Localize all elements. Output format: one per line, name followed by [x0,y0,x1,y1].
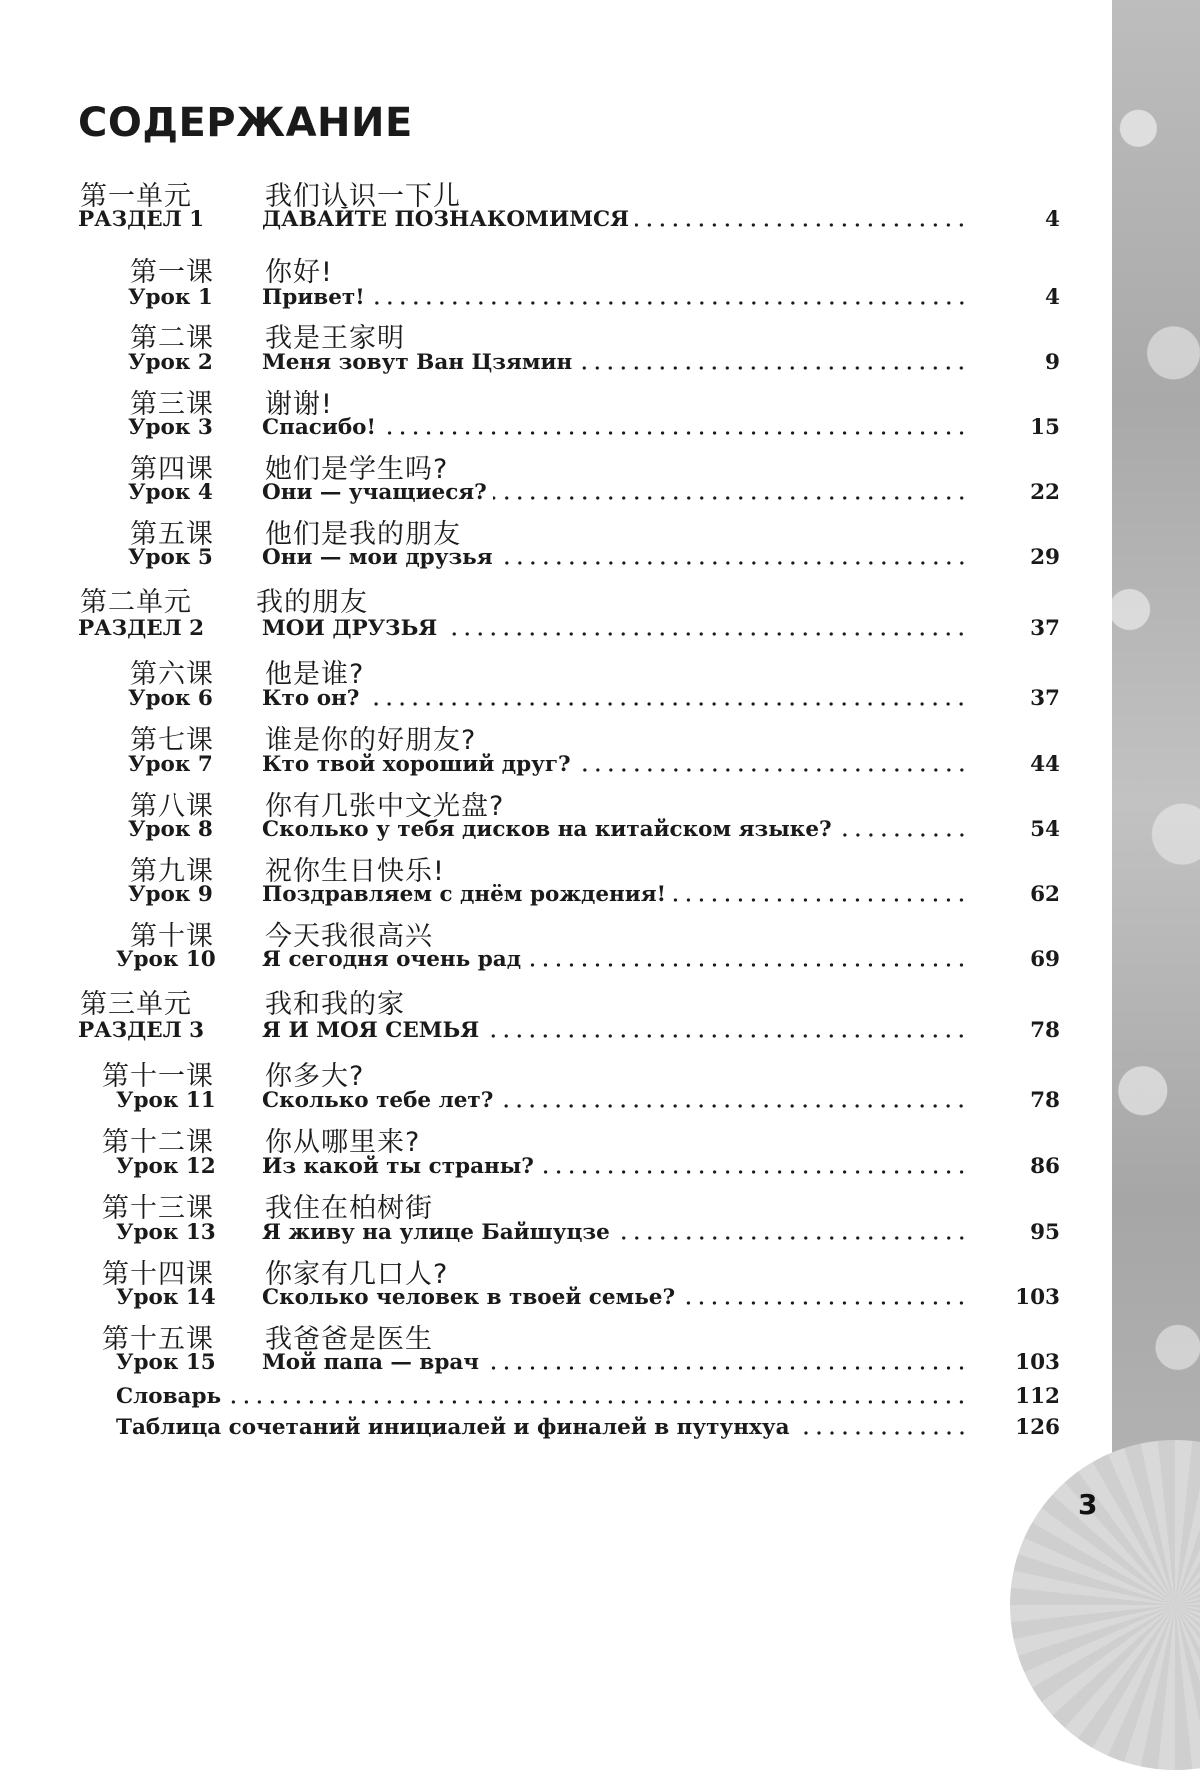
toc-title: Спасибо! [262,415,376,440]
toc-label: 第一课 [130,257,214,288]
toc-label: 第四课 [130,454,214,485]
toc-label: 第十五课 [102,1324,214,1355]
toc-chinese-heading [0,1315,1060,1355]
toc-label: Урок 10 [116,947,216,972]
toc-label: Урок 2 [128,350,213,375]
toc-leader-dots [443,632,968,636]
toc-title: 你家有几口人? [265,1259,449,1290]
toc-leader-dots [371,301,968,305]
toc-label: 第六课 [130,659,214,690]
toc-chinese-heading [0,314,1060,354]
toc-chinese-heading [0,912,1060,952]
toc-chinese-heading [0,1052,1060,1092]
toc-page-number: 44 [1030,752,1060,777]
toc-title: 祝你生日快乐! [265,856,445,887]
toc-label: Урок 8 [128,817,213,842]
toc-chinese-heading [0,445,1060,485]
toc-title: 谢谢! [265,389,333,420]
toc-page-number: 37 [1030,686,1060,711]
toc-entry [0,1218,1060,1252]
toc-page-number: 54 [1030,817,1060,842]
toc-entry [0,413,1060,447]
toc-label: 第八课 [130,791,214,822]
toc-label: 第一单元 [80,181,192,212]
toc-leader-dots [540,1170,968,1174]
toc-leader-dots [485,1034,968,1038]
toc-page-number: 78 [1030,1088,1060,1113]
toc-leader-dots [838,833,968,837]
toc-page-number: 103 [1015,1285,1060,1310]
toc-label: 第十四课 [102,1259,214,1290]
toc-chinese-heading [0,172,1060,212]
toc-leader-dots [672,898,968,902]
toc-leader-dots [227,1400,968,1404]
toc-entry [0,815,1060,849]
toc-label: Урок 6 [128,686,213,711]
toc-title: Словарь [116,1384,222,1409]
toc-title: Они — мои друзья [262,545,493,570]
toc-label: 第七课 [130,725,214,756]
toc-chinese-heading [0,1118,1060,1158]
toc-title: 谁是你的好朋友? [265,725,477,756]
toc-label: Урок 4 [128,480,213,505]
toc-title: ДАВАЙТЕ ПОЗНАКОМИМСЯ [262,207,630,232]
toc-page-number: 37 [1030,616,1060,641]
toc-chinese-heading [0,248,1060,288]
toc-label: Урок 3 [128,415,213,440]
toc-label: 第十课 [130,921,214,952]
toc-title: 我是王家明 [265,323,405,354]
toc-label: 第十二课 [102,1127,214,1158]
toc-leader-dots [577,768,968,772]
toc-title: 他们是我的朋友 [265,519,461,550]
toc-leader-dots [499,1104,968,1108]
toc-label: Урок 9 [128,882,213,907]
toc-label: 第五课 [130,519,214,550]
toc-title: 我的朋友 [256,587,368,618]
toc-chinese-heading [0,1250,1060,1290]
toc-chinese-heading [0,380,1060,420]
toc-title: 我住在柏树街 [265,1193,433,1224]
toc-page-number: 22 [1030,480,1060,505]
toc-title: Поздравляем с днём рождения! [262,882,667,907]
toc-entry [0,1152,1060,1186]
toc-title: Из какой ты страны? [262,1154,534,1179]
toc-leader-dots [578,366,968,370]
toc-title: 你好! [265,257,333,288]
toc-page-number: 62 [1030,882,1060,907]
toc-label: РАЗДЕЛ 1 [78,207,205,232]
toc-title: Я живу на улице Байшуцзе [262,1220,610,1245]
toc-label: 第十一课 [102,1061,214,1092]
toc-leader-dots [499,561,968,565]
toc-leader-dots [616,1236,968,1240]
toc-title: 我爸爸是医生 [265,1324,433,1355]
toc-label: Урок 15 [116,1350,216,1375]
toc-label: Урок 7 [128,752,213,777]
toc-entry [0,1086,1060,1120]
toc-label: Урок 11 [116,1088,216,1113]
toc-chinese-heading [0,1184,1060,1224]
toc-leader-dots [796,1431,968,1435]
toc-entry [0,945,1060,979]
toc-entry [0,880,1060,914]
toc-leader-dots [365,702,968,706]
toc-leader-dots [635,223,968,227]
toc-title: 她们是学生吗? [265,454,449,485]
toc-entry [0,283,1060,317]
toc-label: Урок 1 [128,285,213,310]
toc-leader-dots [485,1366,968,1370]
toc-label: Урок 14 [116,1285,216,1310]
toc-title: 今天我很高兴 [265,921,433,952]
toc-entry [0,1382,1060,1416]
toc-chinese-heading [0,847,1060,887]
toc-title: Меня зовут Ван Цзямин [262,350,573,375]
toc-title: 你多大? [265,1061,365,1092]
toc-entry [0,543,1060,577]
toc-title: Таблица сочетаний инициалей и финалей в путунхуа [116,1415,790,1440]
toc-page-number: 15 [1030,415,1060,440]
toc-page-number: 78 [1030,1018,1060,1043]
toc-leader-dots [493,496,968,500]
toc-entry [0,478,1060,512]
toc-chinese-heading [0,980,1060,1020]
toc-entry [0,614,1060,648]
toc-page-number: 112 [1015,1384,1060,1409]
toc-title: 你从哪里来? [265,1127,421,1158]
toc-entry [0,1413,1060,1447]
toc-leader-dots [527,963,968,967]
toc-title: Кто твой хороший друг? [262,752,571,777]
toc-title: Привет! [262,285,365,310]
toc-label: 第十三课 [102,1193,214,1224]
toc-title: Сколько тебе лет? [262,1088,494,1113]
toc-label: 第三单元 [80,989,192,1020]
page-number: 3 [1078,1488,1098,1521]
toc-page-number: 126 [1015,1415,1060,1440]
toc-leader-dots [382,431,968,435]
toc-title: 他是谁? [265,659,365,690]
toc-page-number: 4 [1045,285,1060,310]
toc-label: РАЗДЕЛ 2 [78,616,205,641]
page-title: СОДЕРЖАНИЕ [78,100,413,146]
toc-title: Они — учащиеся? [262,480,487,505]
toc-chinese-heading [0,578,1060,618]
toc-label: РАЗДЕЛ 3 [78,1018,205,1043]
toc-label: Урок 5 [128,545,213,570]
toc-chinese-heading [0,510,1060,550]
toc-page-number: 95 [1030,1220,1060,1245]
toc-title: 我和我的家 [265,989,405,1020]
toc-title: Кто он? [262,686,360,711]
toc-chinese-heading [0,782,1060,822]
toc-page-number: 4 [1045,207,1060,232]
toc-entry [0,1283,1060,1317]
toc-title: Я И МОЯ СЕМЬЯ [262,1018,480,1043]
toc-page-number: 69 [1030,947,1060,972]
toc-title: 我们认识一下儿 [265,181,461,212]
toc-title: МОИ ДРУЗЬЯ [262,616,438,641]
toc-title: Я сегодня очень рад [262,947,522,972]
toc-title: Сколько у тебя дисков на китайском языке? [262,817,832,842]
toc-title: Сколько человек в твоей семье? [262,1285,676,1310]
toc-page-number: 86 [1030,1154,1060,1179]
toc-entry [0,205,1060,239]
toc-label: 第二单元 [80,587,192,618]
toc-chinese-heading [0,650,1060,690]
toc-entry [0,348,1060,382]
toc-entry [0,750,1060,784]
toc-label: 第九课 [130,856,214,887]
toc-entry [0,684,1060,718]
toc-page-number: 9 [1045,350,1060,375]
toc-label: 第二课 [130,323,214,354]
toc-label: 第三课 [130,389,214,420]
toc-label: Урок 13 [116,1220,216,1245]
toc-chinese-heading [0,716,1060,756]
toc-entry [0,1016,1060,1050]
toc-page-number: 103 [1015,1350,1060,1375]
toc-label: Урок 12 [116,1154,216,1179]
toc-leader-dots [681,1301,968,1305]
toc-page-number: 29 [1030,545,1060,570]
decorative-floral-border [1112,0,1200,1604]
toc-entry [0,1348,1060,1382]
toc-title: Мой папа — врач [262,1350,480,1375]
toc-title: 你有几张中文光盘? [265,791,505,822]
